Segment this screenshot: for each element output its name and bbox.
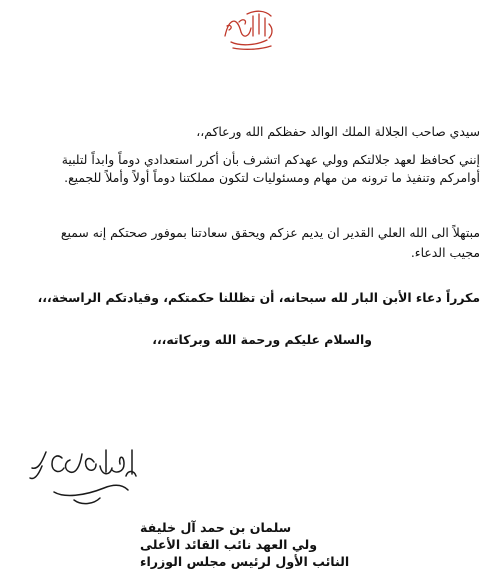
paragraph-2-line-2: مجيب الدعاء. (410, 245, 480, 260)
signatory-title-2: النائب الأول لرئيس مجلس الوزراء (140, 554, 350, 569)
closing-prayer: مكرراً دعاء الأبن البار لله سبحانه، أن تظللنا حكمتكم، وقيادتكم الراسخة،،، (37, 290, 480, 305)
signatory-title-1: ولي العهد نائب القائد الأعلى (140, 537, 318, 552)
signatory-name: سلمان بن حمد آل خليفة (140, 520, 292, 535)
handwritten-signature (24, 436, 144, 518)
paragraph-2-line-1: مبتهلاً الى الله العلي القدير ان يديم عزكم ويحقق سعادتنا بموفور صحتكم إنه سميع (60, 225, 480, 240)
signature-icon (24, 436, 144, 518)
royal-calligraphy-emblem (219, 6, 277, 50)
paragraph-1-line-1: إنني كحافظ لعهد جلالتكم وولي عهدكم اتشرف بأن أكرر استعدادي دوماً وابداً لتلبية (61, 152, 480, 167)
paragraph-1-line-2: أوامركم وتنفيذ ما ترونه من مهام ومسئوليات لتكون مملكتنا دوماً أولاً وأملاً للجميع. (64, 170, 480, 185)
closing-greeting: والسلام عليكم ورحمة الله وبركاته،،، (152, 332, 372, 347)
salutation: سيدي صاحب الجلالة الملك الوالد حفظكم الله ورعاكم،، (196, 124, 480, 139)
